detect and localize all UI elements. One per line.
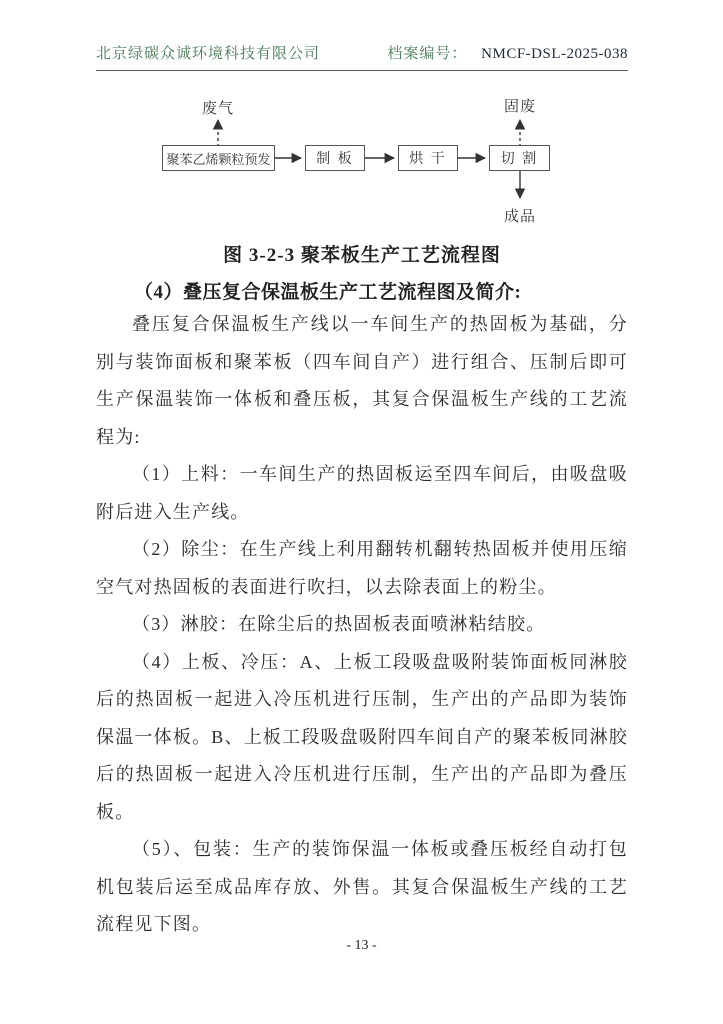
paragraph-step-1: （1）上料：一车间生产的热固板运至四车间后，由吸盘吸附后进入生产线。 (96, 464, 628, 522)
process-flowchart (130, 95, 605, 230)
paragraph-step-4: （4）上板、冷压：A、上板工段吸盘吸附装饰面板同淋胶后的热固板一起进入冷压机进行压制，生产出的产品即为装饰保温一体板。B、上板工段吸盘吸附四车间自产的聚苯板同淋胶后的热固板一起进入冷压机进行压制，生产出的产品即为叠压板。 (96, 651, 628, 822)
section-heading: （4）叠压复合保温板生产工艺流程图及简介: (134, 282, 522, 303)
paragraph-step-5: （5）、包装：生产的装饰保温一体板或叠压板经自动打包机包装后运至成品库存放、外售。其复合保温板生产线的工艺流程见下图。 (96, 839, 628, 934)
figure-caption: 图 3-2-3 聚苯板生产工艺流程图 (223, 245, 501, 266)
paragraph-intro: 叠压复合保温板生产线以一车间生产的热固板为基础，分别与装饰面板和聚苯板（四车间自产）进行组合、压制后即可生产保温装饰一体板和叠压板，其复合保温板生产线的工艺流程为: (96, 314, 628, 447)
flow-node-pre-expansion: 聚苯乙烯颗粒预发 (162, 145, 275, 171)
flow-node-drying: 烘 干 (398, 145, 458, 171)
waste-gas-label: 废气 (202, 101, 235, 117)
solid-waste-label: 固废 (504, 99, 537, 115)
product-label: 成品 (504, 209, 537, 225)
flow-node-cutting: 切 割 (489, 145, 550, 171)
archive-label: 档案编号： (387, 46, 468, 62)
page-header (96, 42, 628, 71)
archive-value: NMCF-DSL-2025-038 (481, 46, 628, 62)
body-text (96, 306, 628, 944)
company-name: 北京绿碳众诚环境科技有限公司 (96, 46, 321, 62)
flow-node-board-making: 制 板 (305, 145, 365, 171)
paragraph-step-2: （2）除尘：在生产线上利用翻转机翻转热固板并使用压缩空气对热固板的表面进行吹扫，以去除表面上的粉尘。 (96, 539, 628, 597)
page-number: - 13 - (346, 938, 377, 953)
archive-number-group (387, 42, 628, 63)
paragraph-step-3: （3）淋胶：在除尘后的热固板表面喷淋粘结胶。 (132, 614, 546, 634)
